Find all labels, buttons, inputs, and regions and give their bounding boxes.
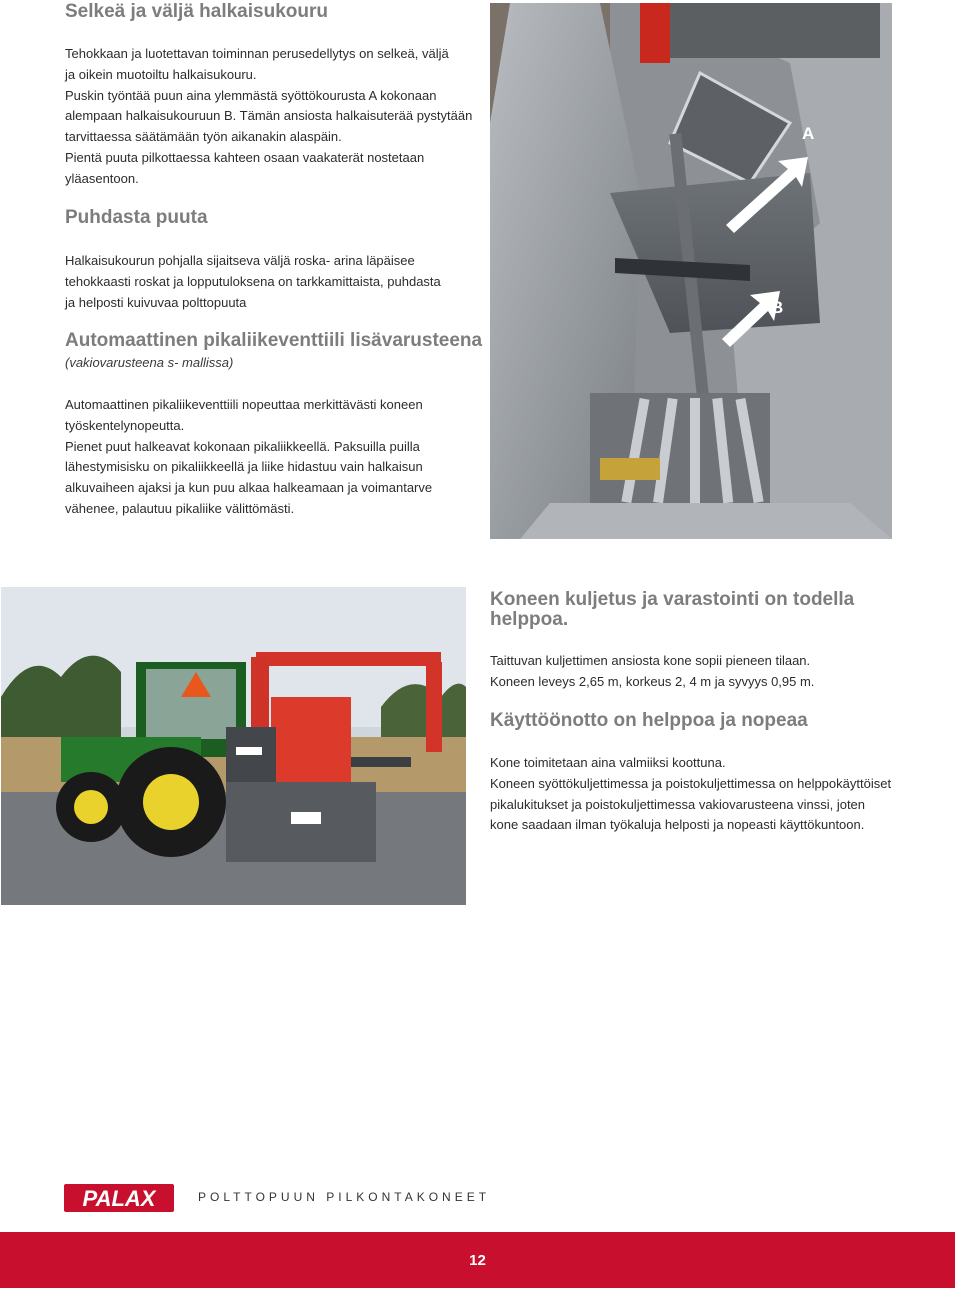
tractor-illustration	[1, 587, 466, 905]
paragraph-kuljetus	[490, 651, 930, 693]
subheading-vakiovarusteena: (vakiovarusteena s- mallissa)	[65, 355, 234, 370]
heading-line: helppoa.	[490, 609, 569, 630]
text-line: Taittuvan kuljettimen ansiosta kone sopii pieneen tilaan.	[490, 653, 811, 668]
heading-kuljetus	[490, 590, 910, 630]
heading-pikaliikeventtiili: Automaattinen pikaliikeventtiili lisävarusteena	[65, 330, 483, 351]
text-line: Automaattinen pikaliikeventtiili nopeuttaa merkittävästi koneen	[65, 397, 423, 412]
text-line: alkuvaiheen ajaksi ja kun puu alkaa halkeamaan ja voimantarve	[65, 480, 433, 496]
text-line: alempaan halkaisukouruun B. Tämän ansiosta halkaisuterää pystytään	[65, 108, 473, 124]
label-a: A	[802, 124, 815, 143]
splitting-chute-photo	[490, 3, 892, 539]
text-line: tarvittaessa säätämään työn aikanakin alaspäin.	[65, 129, 342, 145]
paragraph-pikaliikeventtiili	[65, 395, 480, 520]
footer-tagline: POLTTOPUUN PILKONTAKONEET	[198, 1190, 491, 1204]
text-line: ja helposti kuivuvaa polttopuuta	[65, 294, 247, 310]
text-line: vähenee, palautuu pikaliike välittömästi.	[65, 500, 295, 516]
heading-kayttoonotto: Käyttöönotto on helppoa ja nopeaa	[490, 710, 808, 731]
text-line: Koneen leveys 2,65 m, korkeus 2, 4 m ja syvyys 0,95 m.	[490, 673, 815, 689]
paragraph-halkaisukouru	[65, 44, 480, 190]
text-line: Tehokkaan ja luotettavan toiminnan perusedellytys on selkeä, väljä	[65, 46, 449, 61]
heading-line: Koneen kuljetus ja varastointi on todella	[490, 589, 855, 610]
text-line: Koneen syöttökuljettimessa ja poistokuljettimessa on helppokäyttöiset	[490, 775, 892, 791]
text-line: kone saadaan ilman työkaluja helposti ja nopeasti käyttökuntoon.	[490, 817, 865, 833]
text-line: lähestymisisku on pikaliikkeellä ja liike hidastuu vain halkaisun	[65, 459, 423, 475]
text-line: Pientä puuta pilkottaessa kahteen osaan vaakaterät nostetaan	[65, 149, 425, 165]
chute-illustration	[490, 3, 892, 539]
text-line: työskentelynopeutta.	[65, 417, 185, 433]
heading-halkaisukouru: Selkeä ja väljä halkaisukouru	[65, 1, 328, 22]
logo-text: PALAX	[82, 1186, 156, 1211]
text-line: Halkaisukourun pohjalla sijaitseva väljä roska- arina läpäisee	[65, 253, 415, 268]
text-line: ja oikein muotoiltu halkaisukouru.	[65, 66, 257, 82]
text-line: Puskin työntää puun aina ylemmästä syöttökourusta A kokonaan	[65, 87, 437, 103]
text-line: Pienet puut halkeavat kokonaan pikaliikkeellä. Paksuilla puilla	[65, 438, 420, 454]
text-line: tehokkaasti roskat ja lopputuloksena on tarkkamittaista, puhdasta	[65, 273, 441, 289]
tractor-machine-photo	[1, 587, 466, 905]
text-line: Kone toimitetaan aina valmiiksi koottuna.	[490, 755, 726, 770]
palax-logo	[64, 1184, 179, 1219]
paragraph-kayttoonotto	[490, 753, 945, 836]
page-number: 12	[469, 1252, 486, 1269]
text-line: pikalukitukset ja poistokuljettimessa vakiovarusteena vinssi, joten	[490, 796, 866, 812]
text-line: yläasentoon.	[65, 170, 139, 186]
paragraph-puhdasta-puuta	[65, 251, 480, 313]
heading-puhdasta-puuta: Puhdasta puuta	[65, 207, 208, 228]
label-b: B	[771, 298, 784, 317]
